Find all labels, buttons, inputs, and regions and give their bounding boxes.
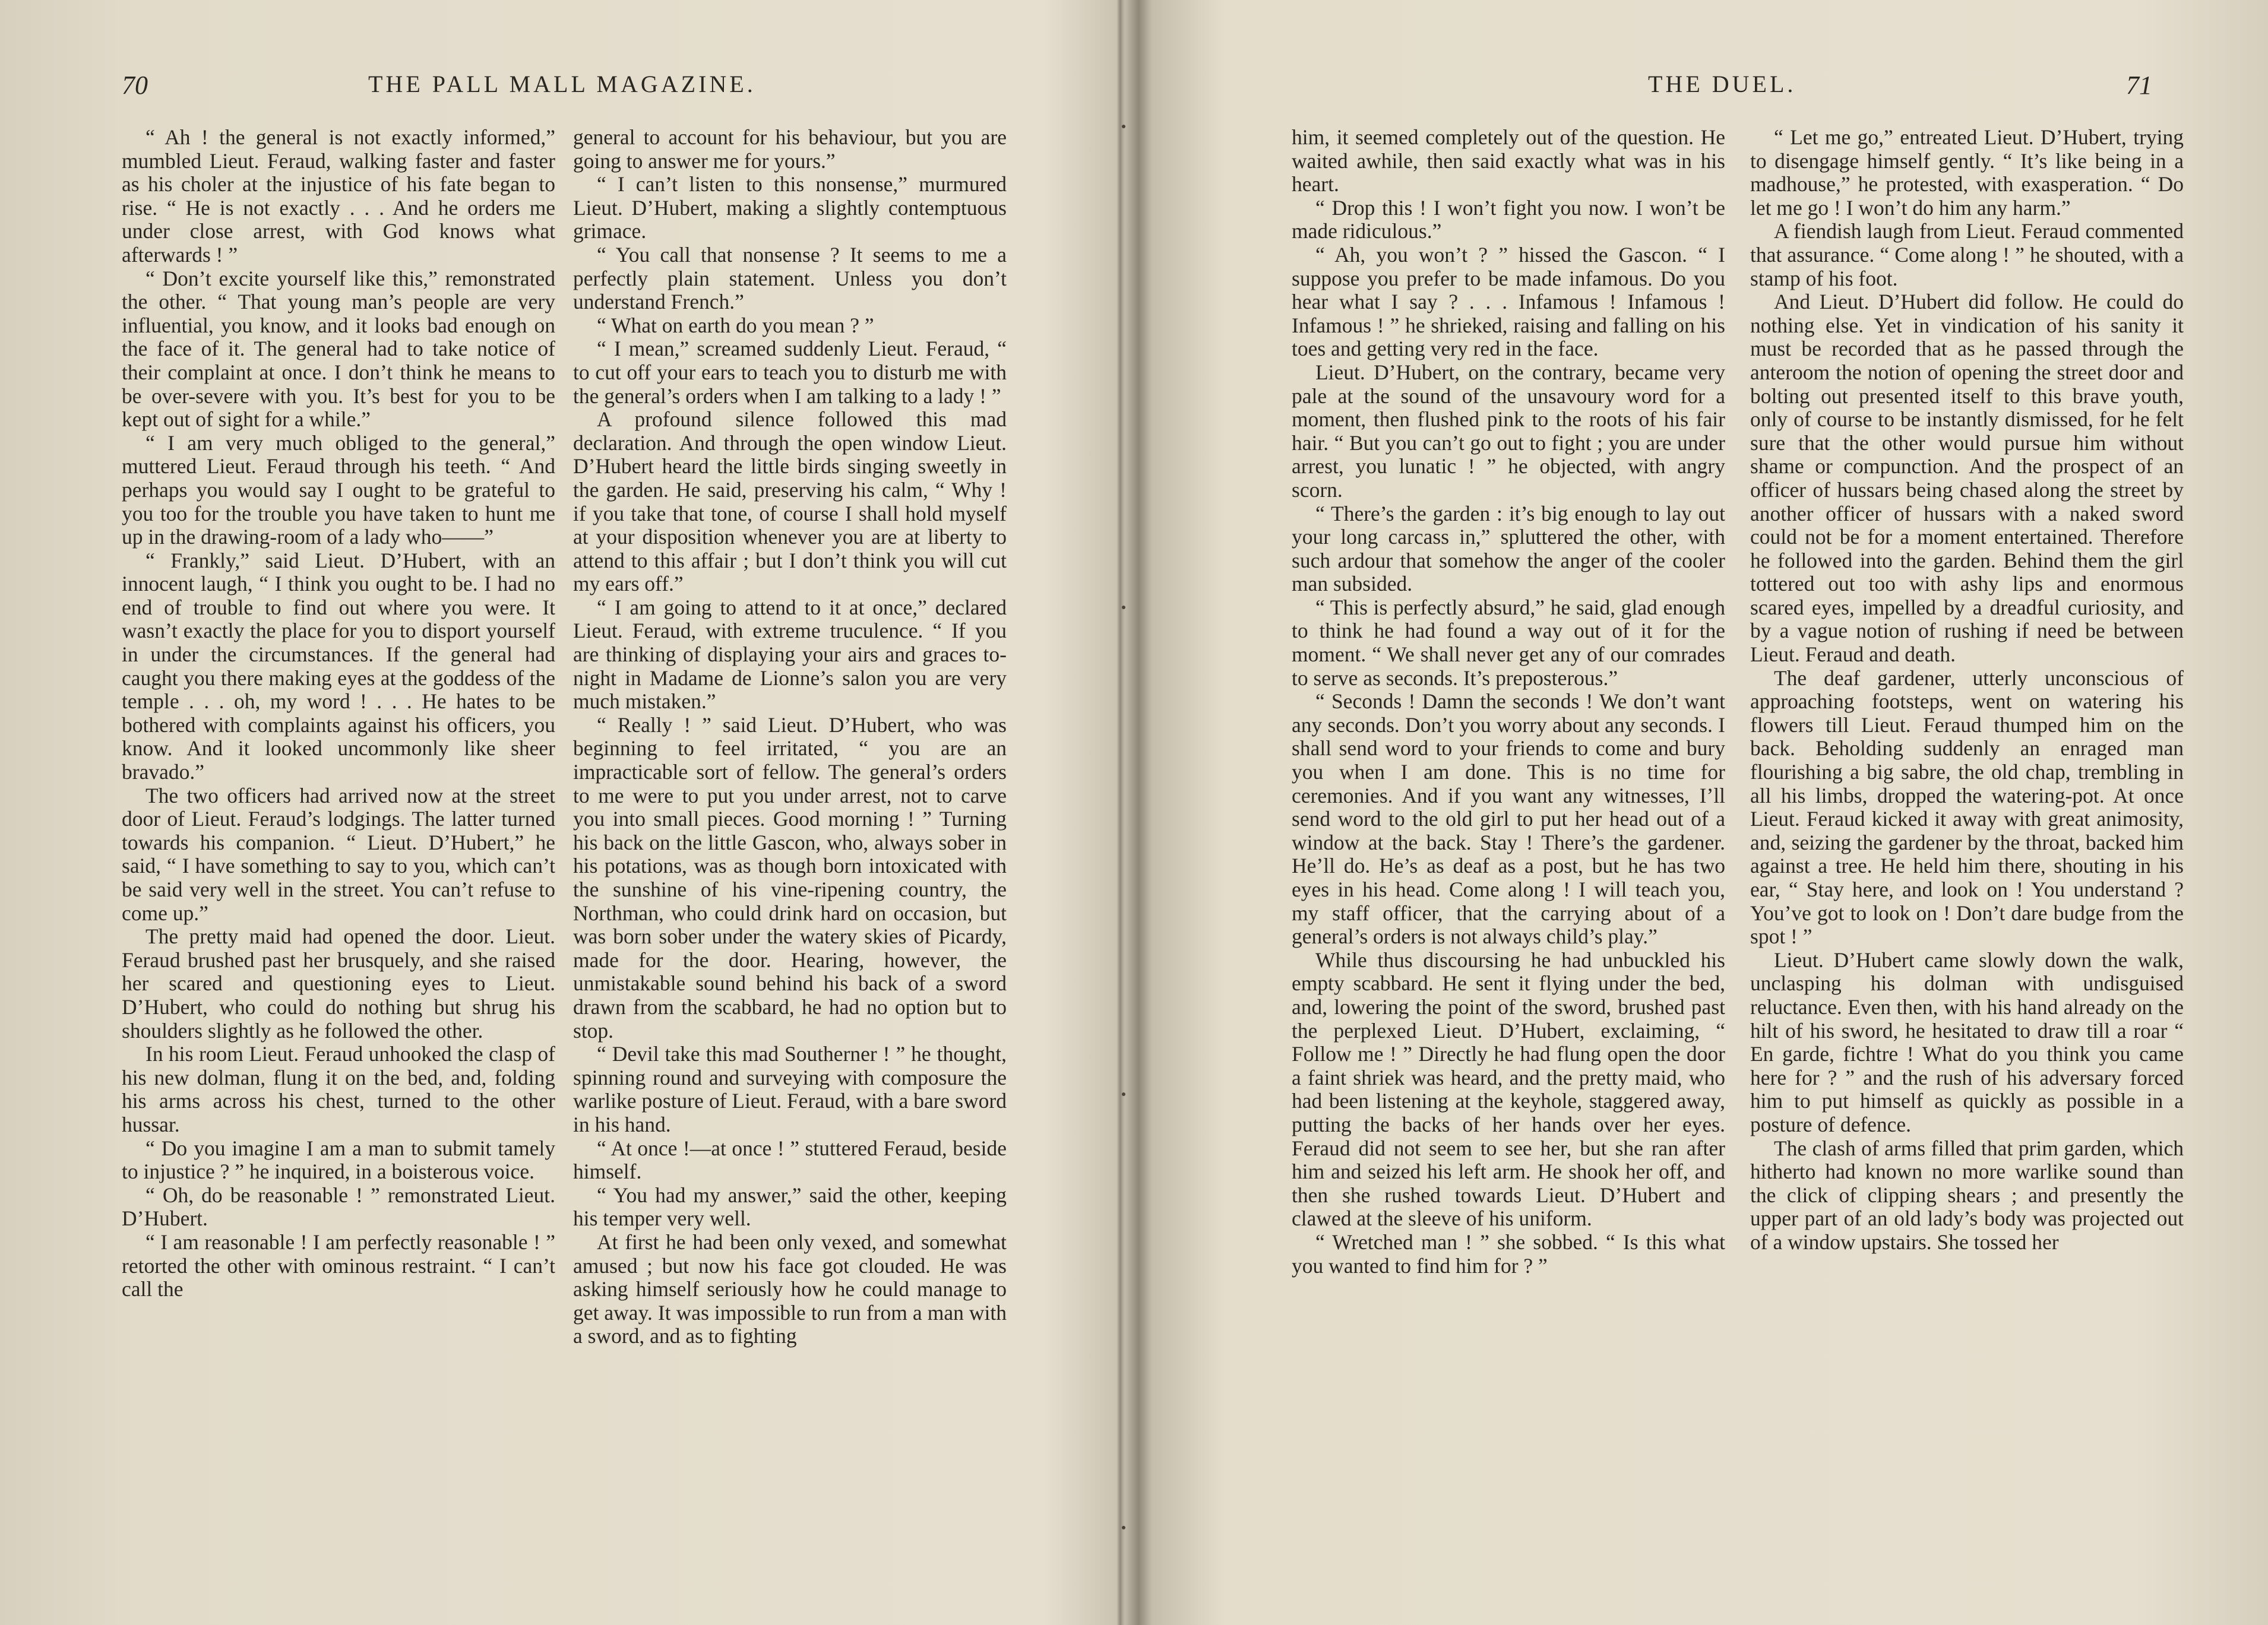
left-column-1 xyxy=(122,126,555,1301)
left-page-number: 70 xyxy=(122,71,148,100)
paragraph: At first he had been only vexed, and somewhat amused ; but now his face got clouded. He was asking himself seriously how he could manage to get away. It was impossible to run from a man with a sword, and as to fighting xyxy=(573,1230,1007,1348)
left-running-head: THE PALL MALL MAGAZINE. xyxy=(368,71,756,97)
right-column-1 xyxy=(1292,126,1725,1278)
left-column-2 xyxy=(573,126,1007,1348)
paragraph: “ Don’t excite yourself like this,” remonstrated the other. “ That young man’s people are very influential, you know, and it looks bad enough on the face of it. The general had to take notice of their complaint at once. I don’t think he means to be over-severe with you. It’s best for you to be kept out of sight for a while.” xyxy=(122,266,555,432)
paragraph: “ There’s the garden : it’s big enough to lay out your long carcass in,” spluttered the other, with such ardour that somehow the anger of the cooler man subsided. xyxy=(1292,501,1725,596)
paragraph: And Lieut. D’Hubert did follow. He could do nothing else. Yet in vindication of his sanity it must be recorded that as he passed through the anteroom the notion of opening the street door and bolting out presented itself to this brave youth, only of course to be instantly dismissed, for he felt sure that the other would pursue him without shame or compunction. And the prospect of an officer of hussars being chased along the street by another officer of hussars with a naked sword could not be for a moment entertained. Therefore he followed into the garden. Behind them the girl tottered out too with ashy lips and enormous scared eyes, impelled by a dreadful curiosity, and by a vague notion of rushing if need be between Lieut. Feraud and death. xyxy=(1750,290,2184,667)
paragraph: “ Ah ! the general is not exactly informed,” mumbled Lieut. Feraud, walking faster and faster as his choler at the injustice of his fate began to rise. “ He is not exactly . . . And he orders me under close arrest, with God knows what afterwards ! ” xyxy=(122,125,555,267)
paragraph-continued: general to account for his behaviour, but you are going to answer me for yours.” xyxy=(573,125,1007,173)
paragraph: “ Ah, you won’t ? ” hissed the Gascon. “ I suppose you prefer to be made infamous. Do you hear what I say ? . . . Infamous ! Infamous ! Infamous ! ” he shrieked, raising and falling on his toes and getting very red in the face. xyxy=(1292,242,1725,361)
binding-stitch xyxy=(1122,606,1125,609)
paragraph: The pretty maid had opened the door. Lieut. Feraud brushed past her brusquely, and she raised her scared and questioning eyes to Lieut. D’Hubert, who could do nothing but shrug his shoulders slightly as he followed the other. xyxy=(122,924,555,1043)
paragraph: While thus discoursing he had unbuckled his empty scabbard. He sent it flying under the bed, and, lowering the point of the sword, brushed past the perplexed Lieut. D’Hubert, exclaiming, “ Follow me ! ” Directly he had flung open the door a faint shriek was heard, and the pretty maid, who had been listening at the keyhole, staggered away, putting the backs of her hands over her eyes. Feraud did not seem to see her, but she ran after him and seized his left arm. He shook her off, and then she rushed towards Lieut. D’Hubert and clawed at the sleeve of his uniform. xyxy=(1292,948,1725,1231)
paragraph: “ What on earth do you mean ? ” xyxy=(597,313,874,337)
right-page-number: 71 xyxy=(2126,71,2152,100)
paragraph: “ Do you imagine I am a man to submit tamely to injustice ? ” he inquired, in a boisterous voice. xyxy=(122,1136,555,1184)
paragraph: “ Frankly,” said Lieut. D’Hubert, with an innocent laugh, “ I think you ought to be. I had no end of trouble to find out where you were. It wasn’t exactly the place for you to disport yourself in under the circumstances. If the general had caught you there making eyes at the goddess of the temple . . . oh, my word ! . . . He hates to be bothered with complaints against his officers, you know. And it looked uncommonly like sheer bravado.” xyxy=(122,548,555,784)
paragraph: “ Devil take this mad Southerner ! ” he thought, spinning round and surveying with composure the warlike posture of Lieut. Feraud, with a bare sword in his hand. xyxy=(573,1042,1007,1136)
binding-stitch xyxy=(1122,1092,1125,1096)
binding-stitch xyxy=(1122,1526,1125,1529)
paragraph: “ Really ! ” said Lieut. D’Hubert, who was beginning to feel irritated, “ you are an impracticable sort of fellow. The general’s orders to me were to put you under arrest, not to carve you into small pieces. Good morning ! ” Turning his back on the little Gascon, who, always sober in his potations, was as though born intoxicated with the sunshine of his vine-ripening country, the Northman, who could drink hard on occasion, but was born sober under the watery skies of Picardy, made for the door. Hearing, however, the unmistakable sound behind his back of a sword drawn from the scabbard, he had no option but to stop. xyxy=(573,712,1007,1043)
paragraph: A fiendish laugh from Lieut. Feraud commented that assurance. “ Come along ! ” he shouted, with a stamp of his foot. xyxy=(1750,219,2184,290)
paragraph: Lieut. D’Hubert, on the contrary, became very pale at the sound of the unsavoury word for a moment, then flushed pink to the roots of his fair hair. “ But you can’t go out to fight ; you are under arrest, you lunatic ! ” he objected, with angry scorn. xyxy=(1292,360,1725,502)
right-page xyxy=(1149,0,2268,1625)
paragraph: The clash of arms filled that prim garden, which hitherto had known no more warlike sound than the click of clipping shears ; and presently the upper part of an old lady’s body was projected out of a window upstairs. She tossed her xyxy=(1750,1136,2184,1254)
paragraph-continued: him, it seemed completely out of the question. He waited awhile, then said exactly what was in his heart. xyxy=(1292,125,1725,197)
paragraph: “ You call that nonsense ? It seems to me a perfectly plain statement. Unless you don’t understand French.” xyxy=(573,242,1007,314)
paragraph: “ I can’t listen to this nonsense,” murmured Lieut. D’Hubert, making a slightly contemptuous grimace. xyxy=(573,172,1007,243)
paragraph: Lieut. D’Hubert came slowly down the walk, unclasping his dolman with undisguised reluctance. Even then, with his hand already on the hilt of his sword, he hesitated to draw till a roar “ En garde, fichtre ! What do you think you came here for ? ” and the rush of his adversary forced him to put himself as quickly as possible in a posture of defence. xyxy=(1750,948,2184,1136)
paragraph: “ This is perfectly absurd,” he said, glad enough to think he had found a way out of it for the moment. “ We shall never get any of our comrades to serve as seconds. It’s preposterous.” xyxy=(1292,595,1725,690)
paragraph: The two officers had arrived now at the street door of Lieut. Feraud’s lodgings. The latter turned towards his companion. “ Lieut. D’Hubert,” he said, “ I have something to say to you, which can’t be said very well in the street. You can’t refuse to come up.” xyxy=(122,783,555,925)
right-running-head: THE DUEL. xyxy=(1648,71,1796,97)
binding-stitch xyxy=(1122,125,1125,128)
paragraph: “ Oh, do be reasonable ! ” remonstrated Lieut. D’Hubert. xyxy=(122,1183,555,1231)
paragraph: “ Let me go,” entreated Lieut. D’Hubert, trying to disengage himself gently. “ It’s like being in a madhouse,” he protested, with exasperation. “ Do let me go ! I won’t do him any harm.” xyxy=(1750,125,2184,220)
paragraph: “ At once !—at once ! ” stuttered Feraud, beside himself. xyxy=(573,1136,1007,1184)
paragraph: “ Drop this ! I won’t fight you now. I won’t be made ridiculous.” xyxy=(1292,195,1725,243)
paragraph: “ You had my answer,” said the other, keeping his temper very well. xyxy=(573,1183,1007,1231)
paragraph: “ I mean,” screamed suddenly Lieut. Feraud, “ to cut off your ears to teach you to disturb me with the general’s orders when I am talking to a lady ! ” xyxy=(573,337,1007,408)
paragraph: “ Seconds ! Damn the seconds ! We don’t want any seconds. Don’t you worry about any seconds. I shall send word to your friends to come and bury you when I am done. This is no time for ceremonies. And if you want any witnesses, I’ll send word to the old girl to put her head out of a window at the back. Stay ! There’s the gardener. He’ll do. He’s as deaf as a post, but he has two eyes in his head. Come along ! I will teach you, my staff officer, that the carrying about of a general’s orders is not always child’s play.” xyxy=(1292,689,1725,949)
paragraph: “ Wretched man ! ” she sobbed. “ Is this what you wanted to find him for ? ” xyxy=(1292,1230,1725,1278)
paragraph: The deaf gardener, utterly unconscious of approaching footsteps, went on watering his flowers till Lieut. Feraud thumped him on the back. Beholding suddenly an enraged man flourishing a big sabre, the old chap, trembling in all his limbs, dropped the watering-pot. At once Lieut. Feraud kicked it away with great animosity, and, seizing the gardener by the throat, backed him against a tree. He held him there, shouting in his ear, “ Stay here, and look on ! You understand ? You’ve got to look on ! Don’t dare budge from the spot ! ” xyxy=(1750,666,2184,949)
paragraph: In his room Lieut. Feraud unhooked the clasp of his new dolman, flung it on the bed, and, folding his arms across his chest, turned to the other hussar. xyxy=(122,1042,555,1136)
left-page xyxy=(0,0,1119,1625)
paragraph: A profound silence followed this mad declaration. And through the open window Lieut. D’Hubert heard the little birds singing sweetly in the garden. He said, preserving his calm, “ Why ! if you take that tone, of course I shall hold myself at your disposition whenever you are at liberty to attend to this affair ; but I don’t think you will cut my ears off.” xyxy=(573,407,1007,596)
paragraph: “ I am going to attend to it at once,” declared Lieut. Feraud, with extreme truculence. “ If you are thinking of displaying your airs and graces to-night in Madame de Lionne’s salon you are very much mistaken.” xyxy=(573,595,1007,714)
paragraph: “ I am reasonable ! I am perfectly reasonable ! ” retorted the other with ominous restraint. “ I can’t call the xyxy=(122,1230,555,1301)
right-column-2 xyxy=(1750,126,2184,1255)
paragraph: “ I am very much obliged to the general,” muttered Lieut. Feraud through his teeth. “ And perhaps you would say I ought to be grateful to you too for the trouble you have taken to hunt me up in the drawing-room of a lady who——” xyxy=(122,430,555,549)
